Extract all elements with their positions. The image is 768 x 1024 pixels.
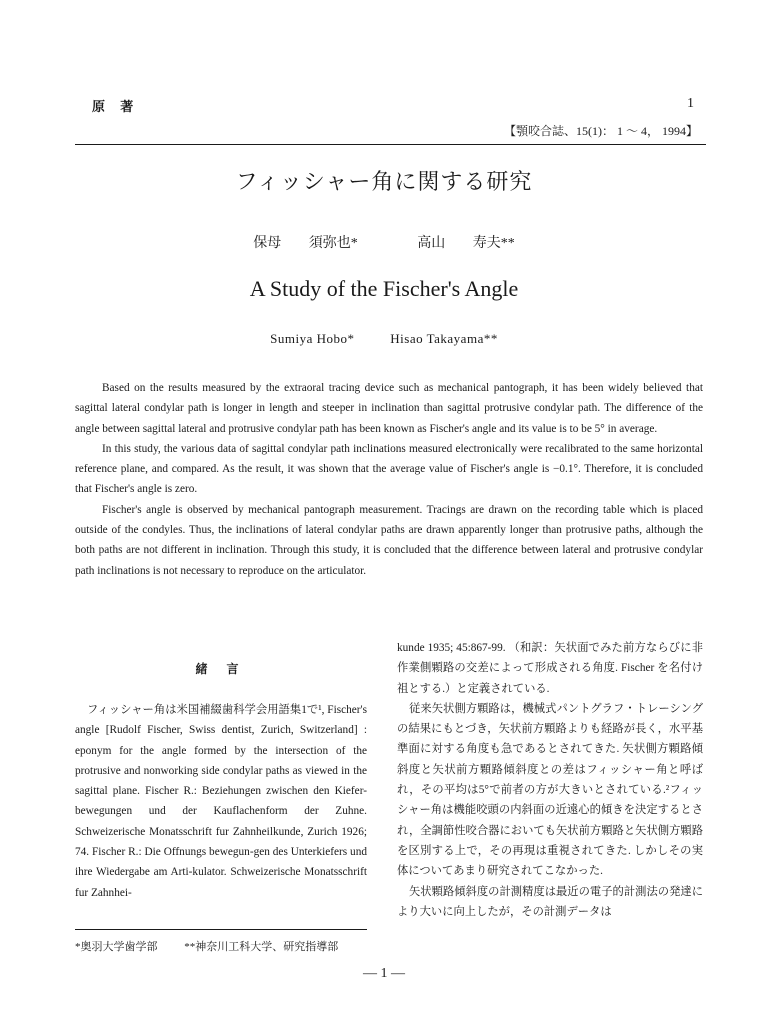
abstract [75, 378, 703, 581]
author-ja-1: 保母 須弥也* [253, 236, 358, 251]
body-paragraph: 従来矢状側方顆路は，機械式パントグラフ・トレーシングの結果にもとづき，矢状前方顆路よりも経路が長く，水平基準面に対する角度も急であるとされてきた. 矢状側方顆路傾斜度と矢状前方顆路傾斜度との差はフィッシャー角と呼ばれ，その平均は5°で前者の方が大きいとされている.²フィッシャー角は機能咬頭の内斜面の近遠心的傾きを決定するとされ，全調節性咬合器においても矢状前方顆路と矢状側方顆路を区別する上で，その再現は重視されてきた. しかしその実体についてあまり研究されてこなかった. [397, 702, 703, 878]
authors-japanese [0, 232, 768, 252]
section-label: 原 著 [92, 99, 140, 114]
body-paragraph: 矢状顆路傾斜度の計測精度は最近の電子的計測法の発達により大いに向上したが，その計測データは [397, 885, 703, 918]
footnote-rule [75, 929, 367, 930]
left-column [75, 700, 367, 903]
footnote-affiliation-2: **神奈川工科大学、研究指導部 [184, 941, 339, 953]
journal-citation: 【顎咬合誌、15(1)： 1 ～ 4， 1994】 [504, 124, 698, 138]
page-footer-number: — 1 — [363, 966, 405, 981]
footnote-affiliation-1: *奥羽大学歯学部 [75, 941, 158, 953]
authors-english [0, 331, 768, 347]
author-ja-2: 高山 寿夫** [417, 236, 515, 251]
title-english: A Study of the Fischer's Angle [249, 276, 519, 301]
body-paragraph: kunde 1935; 45:867-99. （和訳：矢状面でみた前方ならびに非作業側顆路の交差によって形成される角度. Fischer を名付け祖とする.）と定義されている. [397, 642, 703, 695]
abstract-paragraph: In this study, the various data of sagittal condylar path inclinations measured electronically were recalibrated to the same horizontal reference plane, and compared. As the result, it was shown that the average value of Fischer's angle is −0.1°. Therefore, it is concluded that Fischer's angle is zero. [75, 442, 703, 496]
header-rule [75, 144, 706, 145]
body-paragraph: フィッシャー角は米国補綴歯科学会用語集1で¹, Fischer's angle [Rudolf Fischer, Swiss dentist, Zurich, Switzerland] : eponym for the angle formed by the intersection of the protrusive and nonworking side condylar paths as viewed in the sagittal plane. Fischer R.: Beziehungen zwischen den Kiefer-bewegungen und der Kauflachenform der Zuhne. Schweizerische Monatsschrift fur Zahnheilkunde, Zurich 1926; 74. Fischer R.: Die Offnungs bewegun-gen des Unterkiefers und ihre Wiedergabe am Arti-kulator. Schweizerische Monatsschrift fur Zahnhei- [75, 704, 367, 899]
introduction-heading: 緒 言 [195, 662, 247, 676]
right-column [397, 638, 703, 922]
author-en-1: Sumiya Hobo* [270, 331, 355, 346]
footnotes [75, 938, 362, 954]
page-number: 1 [687, 96, 694, 111]
author-en-2: Hisao Takayama** [390, 331, 498, 346]
abstract-paragraph: Fischer's angle is observed by mechanical pantograph measurement. Tracings are drawn on the recording table which is placed outside of the condyles. Thus, the inclinations of lateral condylar paths are drawn apparently longer than protrusive paths, although the both paths are not different in inclination. Through this study, it is concluded that the difference between lateral and protrusive condylar path inclinations is not necessary to reproduce on the articulator. [75, 503, 703, 577]
abstract-paragraph: Based on the results measured by the extraoral tracing device such as mechanical pantograph, it has been widely believed that sagittal lateral condylar path is longer in length and steeper in inclination than sagittal protrusive condylar path. The difference of the angle between sagittal lateral and protrusive condylar path has been known as Fischer's angle and its value is to be 5° in average. [75, 382, 703, 435]
title-japanese: フィッシャー角に関する研究 [235, 169, 533, 194]
